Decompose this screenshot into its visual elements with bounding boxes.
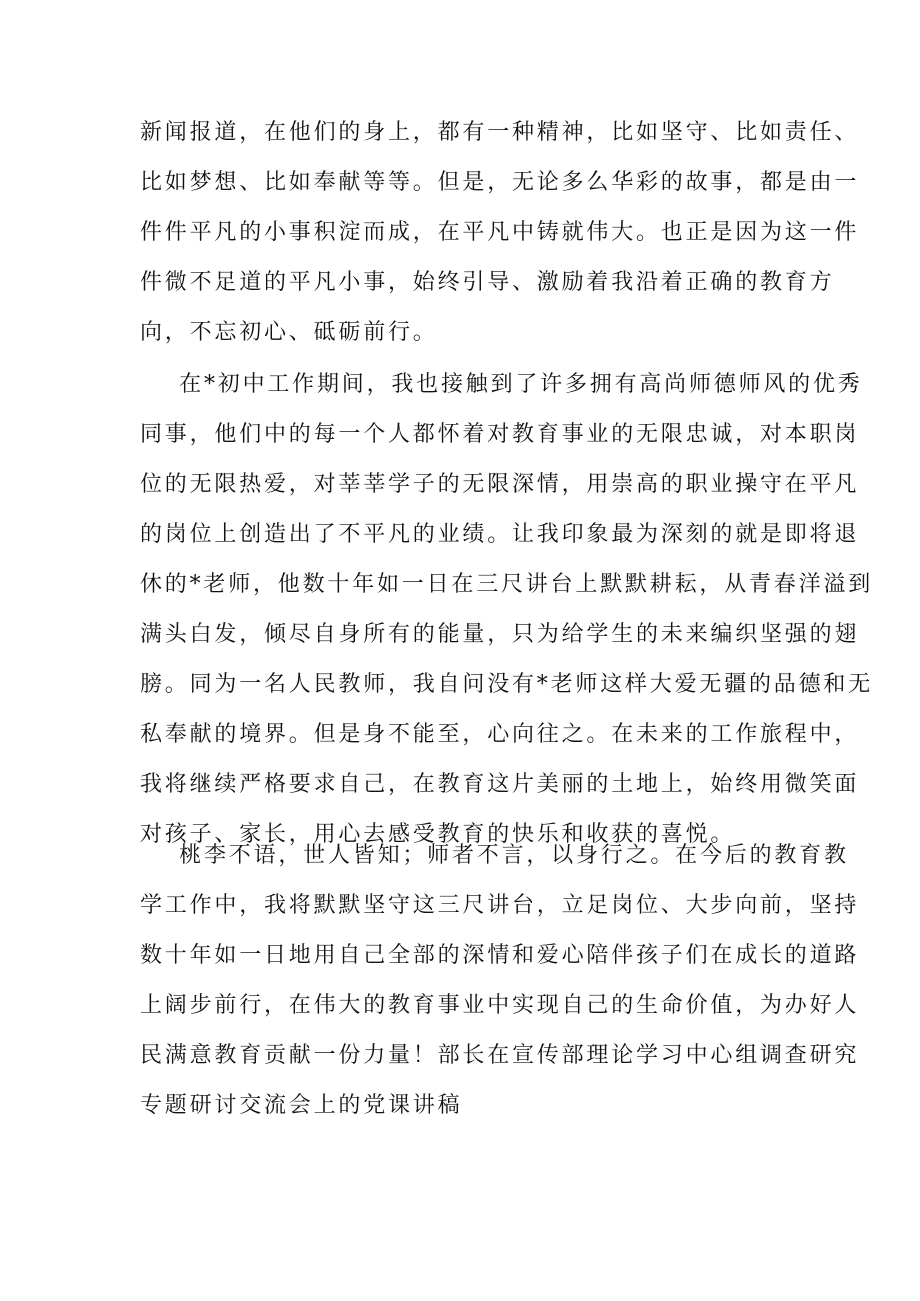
paragraph-1-line-3: 件件平凡的小事积淀而成，在平凡中铸就伟大。也正是因为这一件 bbox=[140, 220, 860, 245]
paragraph-1-line-2: 比如梦想、比如奉献等等。但是，无论多么华彩的故事，都是由一 bbox=[140, 170, 860, 195]
paragraph-3-line-4: 上阔步前行，在伟大的教育事业中实现自己的生命价值，为办好人 bbox=[140, 993, 860, 1018]
paragraph-2-line-2: 同事，他们中的每一个人都怀着对教育事业的无限忠诚，对本职岗 bbox=[140, 422, 860, 447]
paragraph-2-line-1: 在*初中工作期间，我也接触到了许多拥有高尚师德师风的优秀 bbox=[140, 372, 863, 397]
paragraph-3-line-3: 数十年如一日地用自己全部的深情和爱心陪伴孩子们在成长的道路 bbox=[140, 943, 860, 968]
paragraph-3-line-5: 民满意教育贡献一份力量！部长在宣传部理论学习中心组调查研究 bbox=[140, 1043, 860, 1068]
paragraph-1-line-4: 件微不足道的平凡小事，始终引导、激励着我沿着正确的教育方 bbox=[140, 270, 835, 295]
paragraph-2 bbox=[140, 360, 874, 860]
paragraph-2-line-4: 的岗位上创造出了不平凡的业绩。让我印象最为深刻的就是即将退 bbox=[140, 522, 860, 547]
paragraph-1-line-5: 向，不忘初心、砥砺前行。 bbox=[140, 320, 438, 345]
paragraph-3-line-1: 桃李不语，世人皆知；师者不言，以身行之。在今后的教育教 bbox=[140, 843, 849, 868]
paragraph-2-line-10: 对孩子、家长，用心去感受教育的快乐和收获的喜悦。 bbox=[140, 822, 736, 847]
paragraph-2-line-9: 我将继续严格要求自己，在教育这片美丽的土地上，始终用微笑面 bbox=[140, 772, 860, 797]
paragraph-3 bbox=[140, 831, 860, 1131]
paragraph-2-line-7: 膀。同为一名人民教师，我自问没有*老师这样大爱无疆的品德和无 bbox=[140, 672, 874, 697]
paragraph-3-line-6: 专题研讨交流会上的党课讲稿 bbox=[140, 1093, 463, 1118]
paragraph-2-line-5: 休的*老师，他数十年如一日在三尺讲台上默默耕耘，从青春洋溢到 bbox=[140, 572, 874, 597]
paragraph-1 bbox=[140, 108, 860, 358]
paragraph-2-line-8: 私奉献的境界。但是身不能至，心向往之。在未来的工作旅程中， bbox=[140, 722, 860, 747]
paragraph-3-line-2: 学工作中，我将默默坚守这三尺讲台，立足岗位、大步向前，坚持 bbox=[140, 893, 860, 918]
paragraph-2-line-3: 位的无限热爱，对莘莘学子的无限深情，用崇高的职业操守在平凡 bbox=[140, 472, 860, 497]
paragraph-1-line-1: 新闻报道，在他们的身上，都有一种精神，比如坚守、比如责任、 bbox=[140, 120, 860, 145]
paragraph-2-line-6: 满头白发，倾尽自身所有的能量，只为给学生的未来编织坚强的翅 bbox=[140, 622, 860, 647]
